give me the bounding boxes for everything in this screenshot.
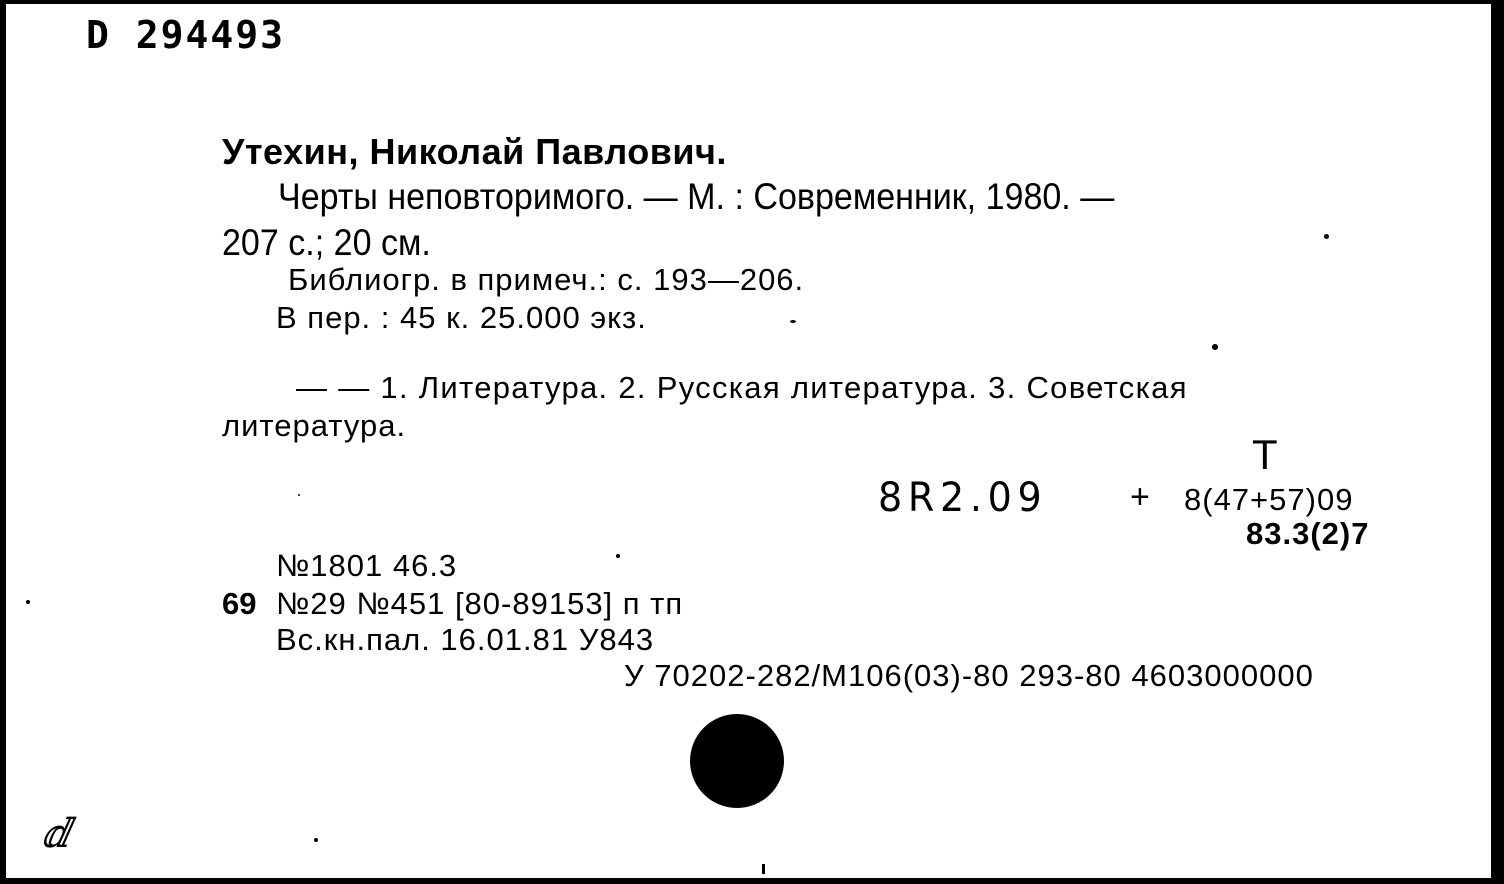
punch-hole — [690, 714, 784, 808]
ink-speck — [298, 494, 300, 496]
classification-index-2: 83.3(2)7 — [1246, 516, 1370, 551]
ink-speck — [790, 320, 796, 323]
classification-index-1: 8(47+57)09 — [1184, 482, 1354, 517]
bibliography-note: Библиогр. в примеч.: с. 193—206. — [288, 262, 805, 297]
author-heading: Утехин, Николай Павлович. — [222, 131, 727, 172]
price-print-run-note: В пер. : 45 к. 25.000 экз. — [276, 300, 647, 335]
registry-line-2: №29 №451 [80-89153] п тп — [276, 586, 684, 621]
card-number: D 294493 — [86, 13, 286, 57]
ink-speck — [26, 600, 30, 604]
card-paper — [6, 4, 1491, 878]
registry-line-3: Вс.кн.пал. 16.01.81 У843 — [276, 622, 655, 657]
ink-speck — [762, 864, 765, 874]
ink-speck — [616, 554, 620, 558]
registry-number: 69 — [222, 586, 257, 621]
subject-headings-line2: литература. — [222, 408, 407, 443]
registry-line-1: №1801 46.3 — [276, 548, 458, 583]
registry-line-4: У 70202-282/М106(03)-80 293-80 4603000000 — [624, 658, 1314, 693]
ink-speck — [1324, 234, 1329, 239]
handwritten-plus-mark: + — [1130, 478, 1150, 516]
title-imprint-line: Черты неповторимого. — М. : Современник, 1980. — — [278, 176, 1115, 217]
subject-headings-line1: — — 1. Литература. 2. Русская литература. 3. Советская — [296, 370, 1188, 405]
ink-speck — [1212, 344, 1218, 350]
handwritten-class-code: 8R2.09 — [878, 475, 1048, 521]
ink-speck — [314, 838, 318, 842]
handwritten-t-mark: T — [1252, 431, 1278, 478]
physical-description-line: 207 с.; 20 см. — [222, 222, 431, 263]
handwritten-signature: ⅆ — [42, 811, 70, 857]
